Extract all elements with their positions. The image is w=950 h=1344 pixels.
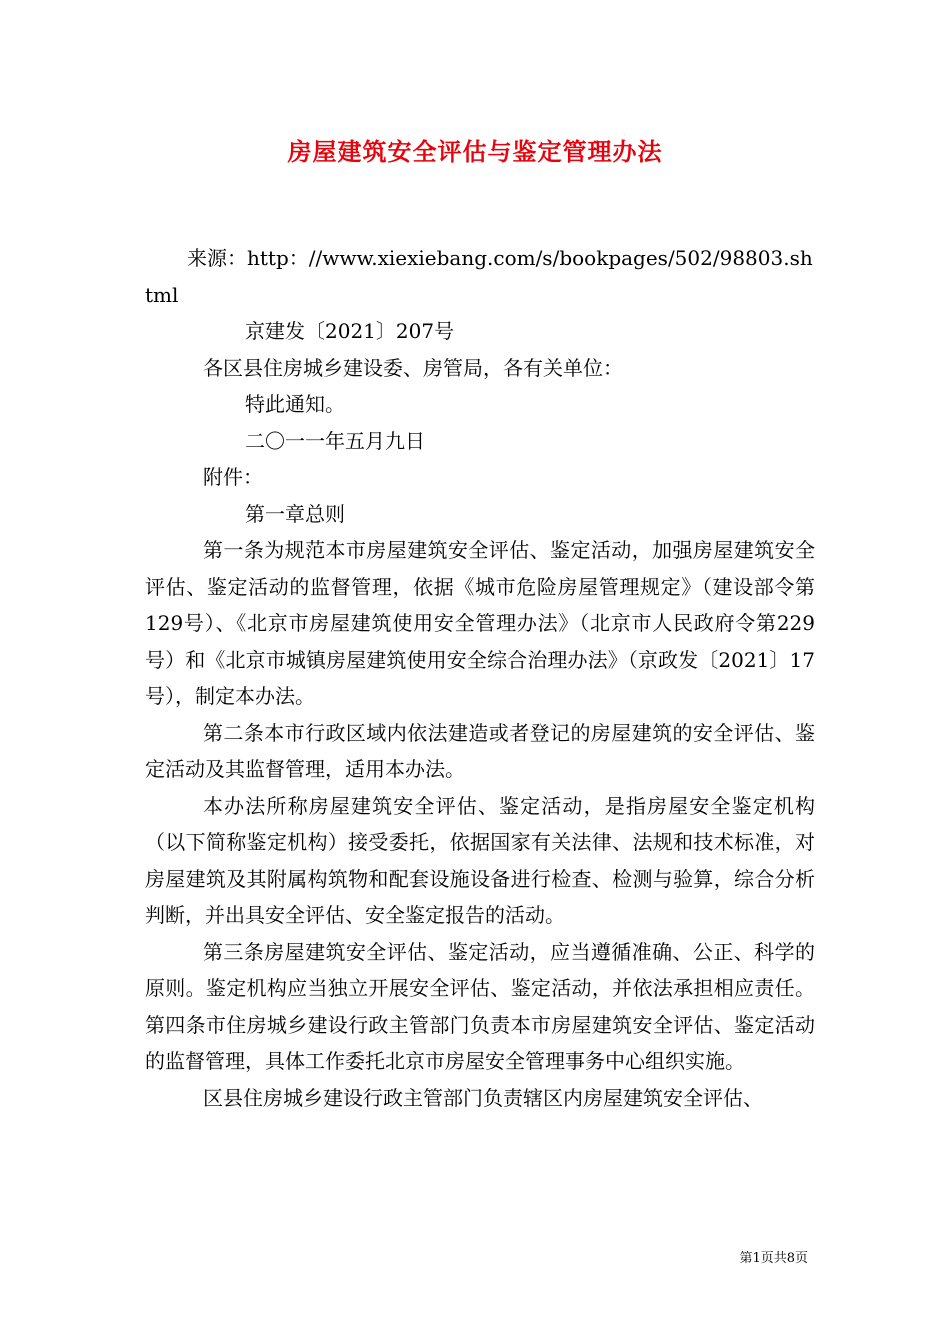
notice-line: 特此通知。: [245, 392, 345, 416]
recipients-line: 各区县住房城乡建设委、房管局，各有关单位：: [203, 355, 623, 380]
paragraph-article-3-4: 第三条房屋建筑安全评估、鉴定活动，应当遵循准确、公正、科学的原则。鉴定机构应当独立开展安全评估、鉴定活动，并依法承担相应责任。第四条市住房城乡建设行政主管部门负责本市房屋建筑安全评估、鉴定活动的监督管理，具体工作委托北京市房屋安全管理事务中心组织实施。: [145, 939, 815, 1073]
document-body: [145, 240, 815, 1116]
date-line: 二〇一一年五月九日: [245, 428, 425, 453]
doc-number: 京建发〔2021〕207号: [245, 319, 455, 343]
document-title: 房屋建筑安全评估与鉴定管理办法: [287, 137, 663, 166]
chapter-heading: 第一章总则: [245, 501, 345, 526]
attachment-line: 附件：: [203, 465, 263, 489]
paragraph-district: 区县住房城乡建设行政主管部门负责辖区内房屋建筑安全评估、: [203, 1085, 763, 1110]
paragraph-article-1: 第一条为规范本市房屋建筑安全评估、鉴定活动，加强房屋建筑安全评估、鉴定活动的监督管理，依据《城市危险房屋管理规定》（建设部令第129号）、《北京市房屋建筑使用安全管理办法》（北京市人民政府令第229号）和《北京市城镇房屋建筑使用安全综合治理办法》（京政发〔2021〕17号），制定本办法。: [145, 538, 815, 708]
source-line: 来源：http：//www.xiexiebang.com/s/bookpages/502/98803.shtml: [145, 246, 813, 307]
paragraph-definition: 本办法所称房屋建筑安全评估、鉴定活动，是指房屋安全鉴定机构（以下简称鉴定机构）接受委托，依据国家有关法律、法规和技术标准，对房屋建筑及其附属构筑物和配套设施设备进行检查、检测与验算，综合分析判断，并出具安全评估、安全鉴定报告的活动。: [145, 793, 815, 927]
paragraph-article-2: 第二条本市行政区域内依法建造或者登记的房屋建筑的安全评估、鉴定活动及其监督管理，适用本办法。: [145, 720, 815, 781]
page-footer: 第1页共8页: [739, 1251, 808, 1266]
